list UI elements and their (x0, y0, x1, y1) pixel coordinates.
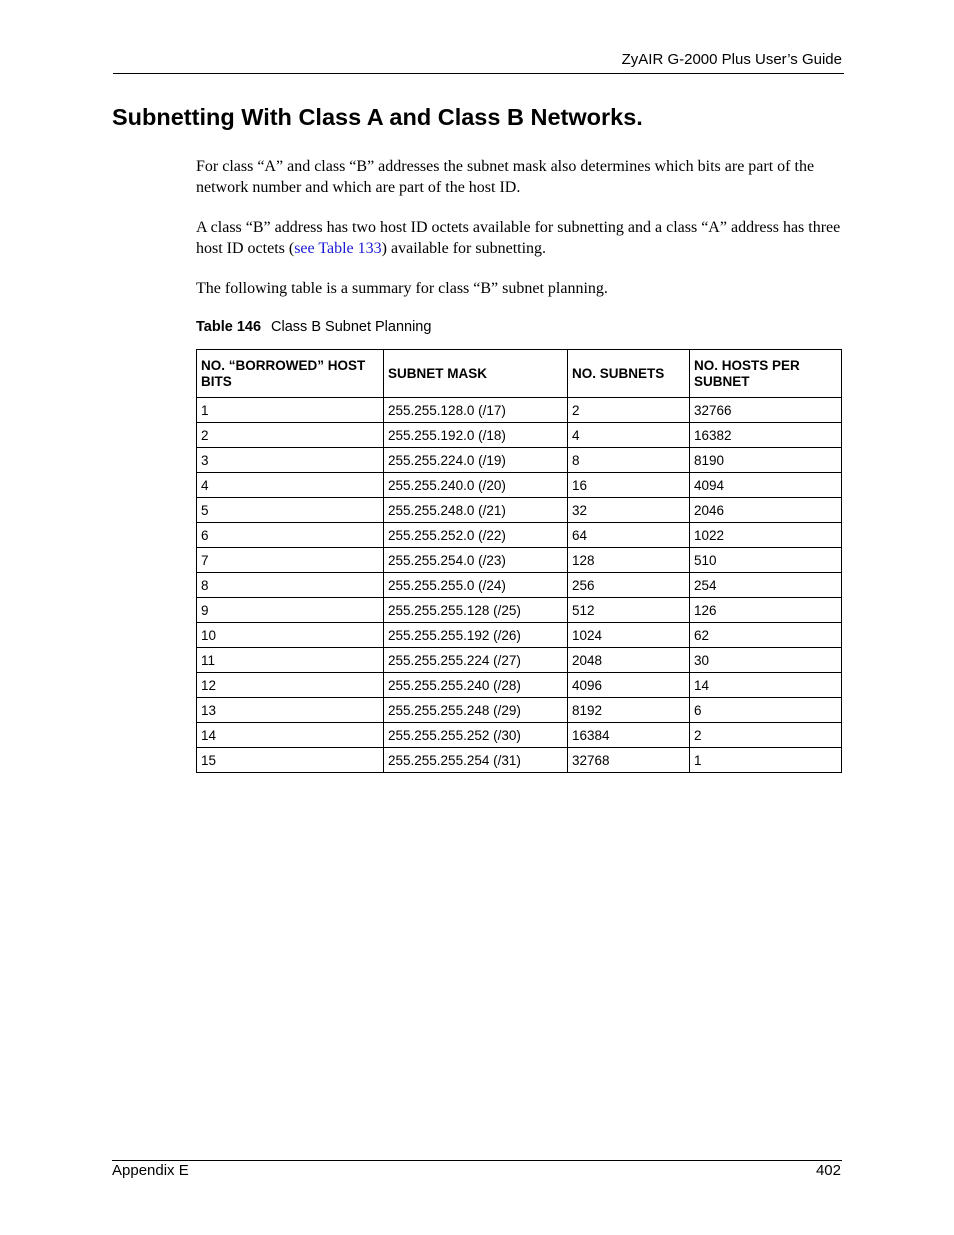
cell-subnet-mask: 255.255.255.240 (/28) (384, 673, 568, 698)
page-number: 402 (815, 1162, 841, 1179)
table-row (197, 498, 842, 523)
cell-subnet-mask: 255.255.255.128 (/25) (384, 598, 568, 623)
running-header: ZyAIR G-2000 Plus User’s Guide (621, 51, 842, 68)
cell-subnet-mask: 255.255.255.224 (/27) (384, 648, 568, 673)
cell-hosts-per-subnet: 2046 (690, 498, 842, 523)
cell-hosts-per-subnet: 6 (690, 698, 842, 723)
table-row (197, 448, 842, 473)
table-row (197, 548, 842, 573)
header-divider (113, 73, 844, 74)
cell-hosts-per-subnet: 8190 (690, 448, 842, 473)
table-row (197, 423, 842, 448)
cell-hosts-per-subnet: 32766 (690, 398, 842, 423)
cell-subnet-mask: 255.255.255.254 (/31) (384, 748, 568, 773)
paragraph-2-text-before: A class “B” address has two host ID octets available for subnetting and a class “A” address has three host ID octets ( (196, 219, 841, 257)
cell-hosts-per-subnet: 4094 (690, 473, 842, 498)
paragraph-3: The following table is a summary for class “B” subnet planning. (196, 280, 608, 297)
cell-subnet-mask: 255.255.128.0 (/17) (384, 398, 568, 423)
cell-borrowed-bits: 7 (197, 548, 384, 573)
cell-hosts-per-subnet: 2 (690, 723, 842, 748)
cell-hosts-per-subnet: 14 (690, 673, 842, 698)
cell-borrowed-bits: 5 (197, 498, 384, 523)
cell-borrowed-bits: 10 (197, 623, 384, 648)
table-row (197, 598, 842, 623)
table-row (197, 648, 842, 673)
cell-hosts-per-subnet: 126 (690, 598, 842, 623)
cell-subnet-mask: 255.255.248.0 (/21) (384, 498, 568, 523)
cell-subnet-mask: 255.255.255.0 (/24) (384, 573, 568, 598)
cell-borrowed-bits: 11 (197, 648, 384, 673)
cell-borrowed-bits: 3 (197, 448, 384, 473)
table-caption (196, 319, 431, 335)
table-row (197, 398, 842, 423)
paragraph-1: For class “A” and class “B” addresses the subnet mask also determines which bits are part of the network number and which are part of the host ID. (196, 158, 815, 196)
cell-hosts-per-subnet: 510 (690, 548, 842, 573)
cell-subnet-mask: 255.255.255.192 (/26) (384, 623, 568, 648)
cell-hosts-per-subnet: 1 (690, 748, 842, 773)
cell-borrowed-bits: 9 (197, 598, 384, 623)
cell-no-subnets: 1024 (568, 623, 690, 648)
cell-borrowed-bits: 12 (197, 673, 384, 698)
cell-hosts-per-subnet: 16382 (690, 423, 842, 448)
table-row (197, 698, 842, 723)
section-title: Subnetting With Class A and Class B Networks. (112, 104, 643, 130)
cell-borrowed-bits: 15 (197, 748, 384, 773)
cell-hosts-per-subnet: 30 (690, 648, 842, 673)
cell-borrowed-bits: 4 (197, 473, 384, 498)
cell-borrowed-bits: 13 (197, 698, 384, 723)
header-borrowed-bits: NO. “BORROWED” HOST BITS (197, 350, 384, 398)
cell-hosts-per-subnet: 62 (690, 623, 842, 648)
cell-hosts-per-subnet: 1022 (690, 523, 842, 548)
header-no-subnets: NO. SUBNETS (568, 350, 690, 398)
footer-section: Appendix E (112, 1162, 189, 1179)
cell-no-subnets: 16384 (568, 723, 690, 748)
cell-no-subnets: 32 (568, 498, 690, 523)
cell-no-subnets: 2048 (568, 648, 690, 673)
table-header-row (197, 350, 842, 398)
table-row (197, 523, 842, 548)
header-subnet-mask: SUBNET MASK (384, 350, 568, 398)
table-row (197, 748, 842, 773)
paragraph-2-text-after: ) available for subnetting. (381, 239, 547, 257)
table-row (197, 473, 842, 498)
cell-borrowed-bits: 6 (197, 523, 384, 548)
cell-subnet-mask: 255.255.252.0 (/22) (384, 523, 568, 548)
paragraph-2 (196, 218, 846, 259)
cell-no-subnets: 16 (568, 473, 690, 498)
cell-no-subnets: 4096 (568, 673, 690, 698)
table-row (197, 723, 842, 748)
cell-borrowed-bits: 1 (197, 398, 384, 423)
footer-divider (112, 1160, 842, 1161)
table-caption-label: Table 146 (196, 319, 262, 335)
cell-no-subnets: 32768 (568, 748, 690, 773)
cell-subnet-mask: 255.255.192.0 (/18) (384, 423, 568, 448)
cell-hosts-per-subnet: 254 (690, 573, 842, 598)
cell-subnet-mask: 255.255.224.0 (/19) (384, 448, 568, 473)
cell-subnet-mask: 255.255.255.252 (/30) (384, 723, 568, 748)
cell-no-subnets: 256 (568, 573, 690, 598)
cell-no-subnets: 2 (568, 398, 690, 423)
cell-no-subnets: 64 (568, 523, 690, 548)
cell-subnet-mask: 255.255.240.0 (/20) (384, 473, 568, 498)
cell-subnet-mask: 255.255.254.0 (/23) (384, 548, 568, 573)
cell-no-subnets: 128 (568, 548, 690, 573)
cell-no-subnets: 8 (568, 448, 690, 473)
cell-no-subnets: 512 (568, 598, 690, 623)
cell-borrowed-bits: 2 (197, 423, 384, 448)
cell-subnet-mask: 255.255.255.248 (/29) (384, 698, 568, 723)
table-row (197, 573, 842, 598)
cell-borrowed-bits: 8 (197, 573, 384, 598)
table-caption-text: Class B Subnet Planning (271, 319, 432, 335)
cell-no-subnets: 4 (568, 423, 690, 448)
table-row (197, 673, 842, 698)
table-133-link[interactable]: see Table 133 (294, 239, 382, 257)
header-hosts-per-subnet: NO. HOSTS PER SUBNET (690, 350, 842, 398)
cell-borrowed-bits: 14 (197, 723, 384, 748)
subnet-planning-table (196, 349, 842, 773)
cell-no-subnets: 8192 (568, 698, 690, 723)
table-row (197, 623, 842, 648)
